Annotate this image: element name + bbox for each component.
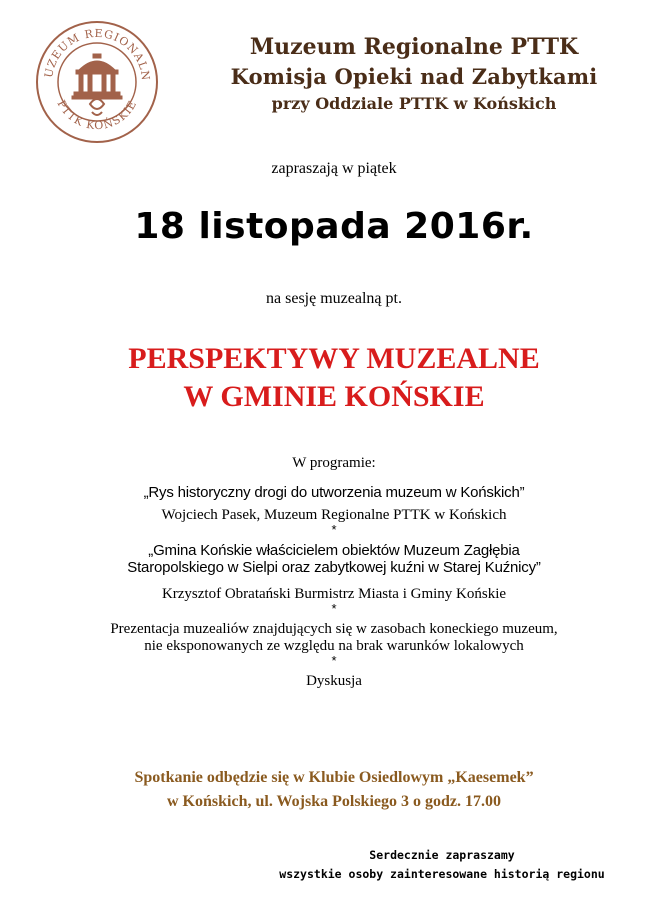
seal-text-top: UZEUM REGIONALN [42, 26, 153, 82]
talk-2-title-line-1: „Gmina Końskie właścicielem obiektów Muzeum Zagłębia [148, 542, 520, 559]
meeting-line-1: Spotkanie odbędzie się w Klubie Osiedlowym „Kaesemek” [134, 769, 534, 786]
organizer-header [170, 32, 658, 116]
invite-text: zapraszają w piątek [271, 160, 397, 177]
separator-2: * [331, 601, 337, 616]
event-title-line-2: W GMINIE KOŃSKIE [183, 380, 485, 413]
organizer-line-1: Muzeum Regionalne PTTK [249, 34, 579, 60]
seal-text-bottom: PTTK KOŃSKIE [54, 97, 140, 133]
talk-4: Dyskusja [306, 673, 362, 689]
event-date: 18 listopada 2016r. [134, 206, 534, 247]
closing-note [232, 846, 652, 884]
talk-2-title-line-2: Staropolskiego w Sielpi oraz zabytkowej kuźni w Starej Kuźnicy” [127, 559, 541, 576]
meeting-line-2: w Końskich, ul. Wojska Polskiego 3 o godz. 17.00 [167, 793, 501, 810]
separator-1: * [331, 522, 337, 537]
talk-1-title: „Rys historyczny drogi do utworzenia muzeum w Końskich” [143, 484, 525, 501]
organizer-line-2: Komisja Opieki nad Zabytkami [230, 64, 598, 89]
event-title-line-1: PERSPEKTYWY MUZEALNE [128, 342, 540, 375]
museum-logo [32, 16, 162, 146]
talk-2-speaker: Krzysztof Obratański Burmistrz Miasta i Gminy Końskie [161, 586, 507, 602]
separator-3: * [331, 653, 337, 668]
talk-3-line-1: Prezentacja muzealiów znajdujących się w zasobach koneckiego muzeum, [110, 621, 558, 637]
closing-line-2: wszystkie osoby zainteresowane historią regionu [279, 867, 605, 881]
program-heading: W programie: [292, 455, 376, 471]
program-section [0, 455, 668, 690]
organizer-line-3: przy Oddziale PTTK w Końskich [271, 94, 557, 113]
session-intro: na sesję muzealną pt. [266, 290, 402, 307]
closing-line-1: Serdecznie zapraszamy [369, 848, 515, 862]
pavilion-drawing [72, 54, 122, 115]
museum-seal-icon [32, 16, 162, 146]
talk-3-line-2: nie eksponowanych ze względu na brak warunków lokalowych [144, 638, 524, 654]
event-title [0, 340, 668, 416]
meeting-info [0, 766, 668, 814]
talk-1-speaker: Wojciech Pasek, Muzeum Regionalne PTTK w Końskich [161, 507, 507, 523]
